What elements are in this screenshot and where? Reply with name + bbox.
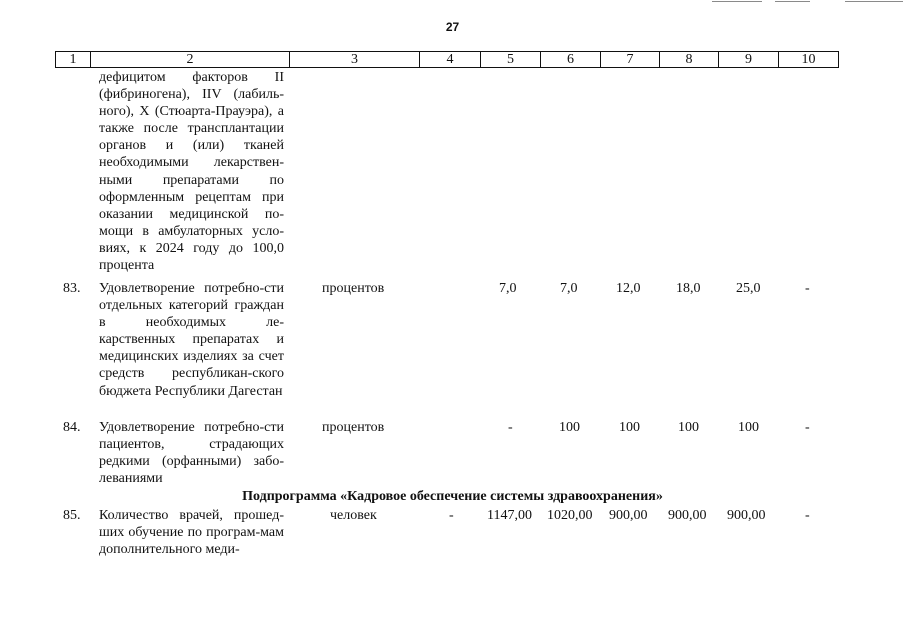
row-number: 84. — [63, 420, 81, 435]
row-col-10: - — [805, 281, 810, 296]
row-col-9: 900,00 — [727, 508, 766, 523]
header-col-3: 3 — [290, 51, 420, 68]
row-col-8: 900,00 — [668, 508, 707, 523]
header-col-1: 1 — [55, 51, 91, 68]
row-col-9: 25,0 — [736, 281, 761, 296]
scan-artifact-line — [845, 1, 903, 2]
page-number: 27 — [445, 20, 460, 34]
row-col-5: 7,0 — [499, 281, 517, 296]
header-col-6: 6 — [541, 51, 601, 68]
row-col-8: 100 — [678, 420, 699, 435]
row-col-10: - — [805, 508, 810, 523]
row-description: Удовлетворение потребно-сти пациентов, страдающих редкими (орфанными) забо-леваниями — [99, 420, 284, 487]
row-col-4: - — [449, 508, 454, 523]
header-col-9: 9 — [719, 51, 779, 68]
row-number: 83. — [63, 281, 81, 296]
subprogram-title: Подпрограмма «Кадровое обеспечение системы здравоохранения» — [242, 489, 663, 504]
row-unit: процентов — [322, 281, 385, 296]
row-col-6: 100 — [559, 420, 580, 435]
row-col-7: 100 — [619, 420, 640, 435]
row-description: Удовлетворение потребно-сти отдельных категорий граждан в необходимых ле-карственных препаратах и медицинских изделиях за счет средств республикан-ского бюджета Республики Дагестан — [99, 281, 284, 399]
header-col-8: 8 — [660, 51, 719, 68]
row-col-10: - — [805, 420, 810, 435]
row-col-7: 900,00 — [609, 508, 648, 523]
row-unit: человек — [330, 508, 377, 523]
row-col-5: - — [508, 420, 513, 435]
row-number: 85. — [63, 508, 81, 523]
scan-artifact-line — [712, 1, 762, 2]
row-col-7: 12,0 — [616, 281, 641, 296]
row-col-9: 100 — [738, 420, 759, 435]
header-col-4: 4 — [420, 51, 481, 68]
header-col-5: 5 — [481, 51, 541, 68]
header-col-7: 7 — [601, 51, 660, 68]
row-col-5: 1147,00 — [487, 508, 532, 523]
row-unit: процентов — [322, 420, 385, 435]
header-col-2: 2 — [91, 51, 290, 68]
row-col-6: 1020,00 — [547, 508, 593, 523]
continuation-text: дефицитом факторов II (фибриногена), IIV (лабиль-ного), X (Стюарта-Прауэра), а также после трансплантации органов и (или) тканей необходимыми лекарствен-ными препаратами по оформленным рецептам при оказании медицинской по-мощи в амбулаторных усло-виях, к 2024 году до 100,0 процента — [99, 70, 284, 274]
scan-artifact-line — [775, 1, 810, 2]
row-col-6: 7,0 — [560, 281, 578, 296]
row-description: Количество врачей, прошед-ших обучение по програм-мам дополнительного меди- — [99, 508, 284, 558]
header-col-10: 10 — [779, 51, 839, 68]
row-col-8: 18,0 — [676, 281, 701, 296]
